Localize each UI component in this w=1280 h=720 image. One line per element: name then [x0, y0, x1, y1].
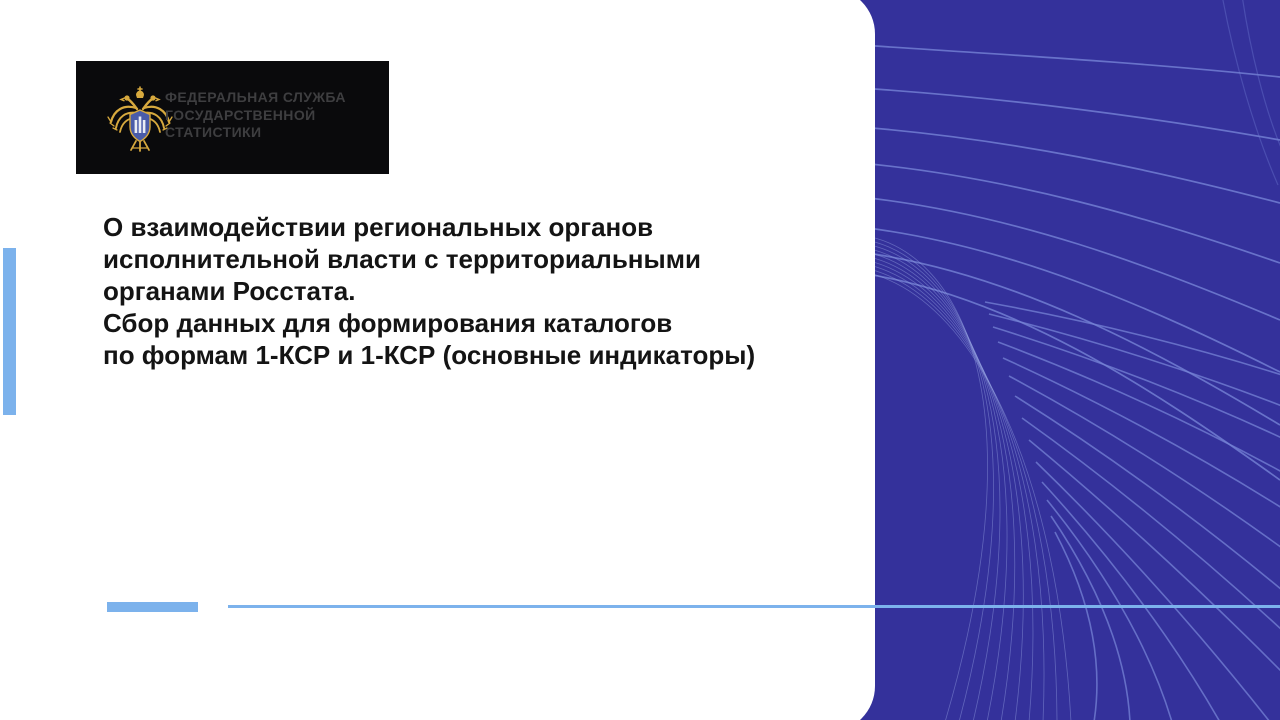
right-decorative-panel	[850, 0, 1280, 720]
title-line: органами Росстата.	[103, 276, 356, 306]
title-line: исполнительной власти с территориальными	[103, 244, 701, 274]
accent-short-bar	[107, 602, 198, 612]
title-line: О взаимодействии региональных органов	[103, 212, 654, 242]
title-line: Сбор данных для формирования каталогов	[103, 308, 673, 338]
slide-title	[103, 211, 755, 371]
rosstat-logo-card	[76, 61, 389, 174]
org-name	[165, 89, 346, 142]
org-name-line: ГОСУДАРСТВЕННОЙ	[165, 106, 316, 123]
org-name-line: СТАТИСТИКИ	[165, 124, 262, 140]
wave-lines-decoration	[850, 0, 1280, 720]
accent-vertical-bar	[3, 248, 16, 415]
org-name-line: ФЕДЕРАЛЬНАЯ СЛУЖБА	[165, 89, 346, 105]
title-line: по формам 1-КСР и 1-КСР (основные индикаторы)	[103, 340, 756, 370]
accent-divider-line	[228, 605, 1280, 608]
